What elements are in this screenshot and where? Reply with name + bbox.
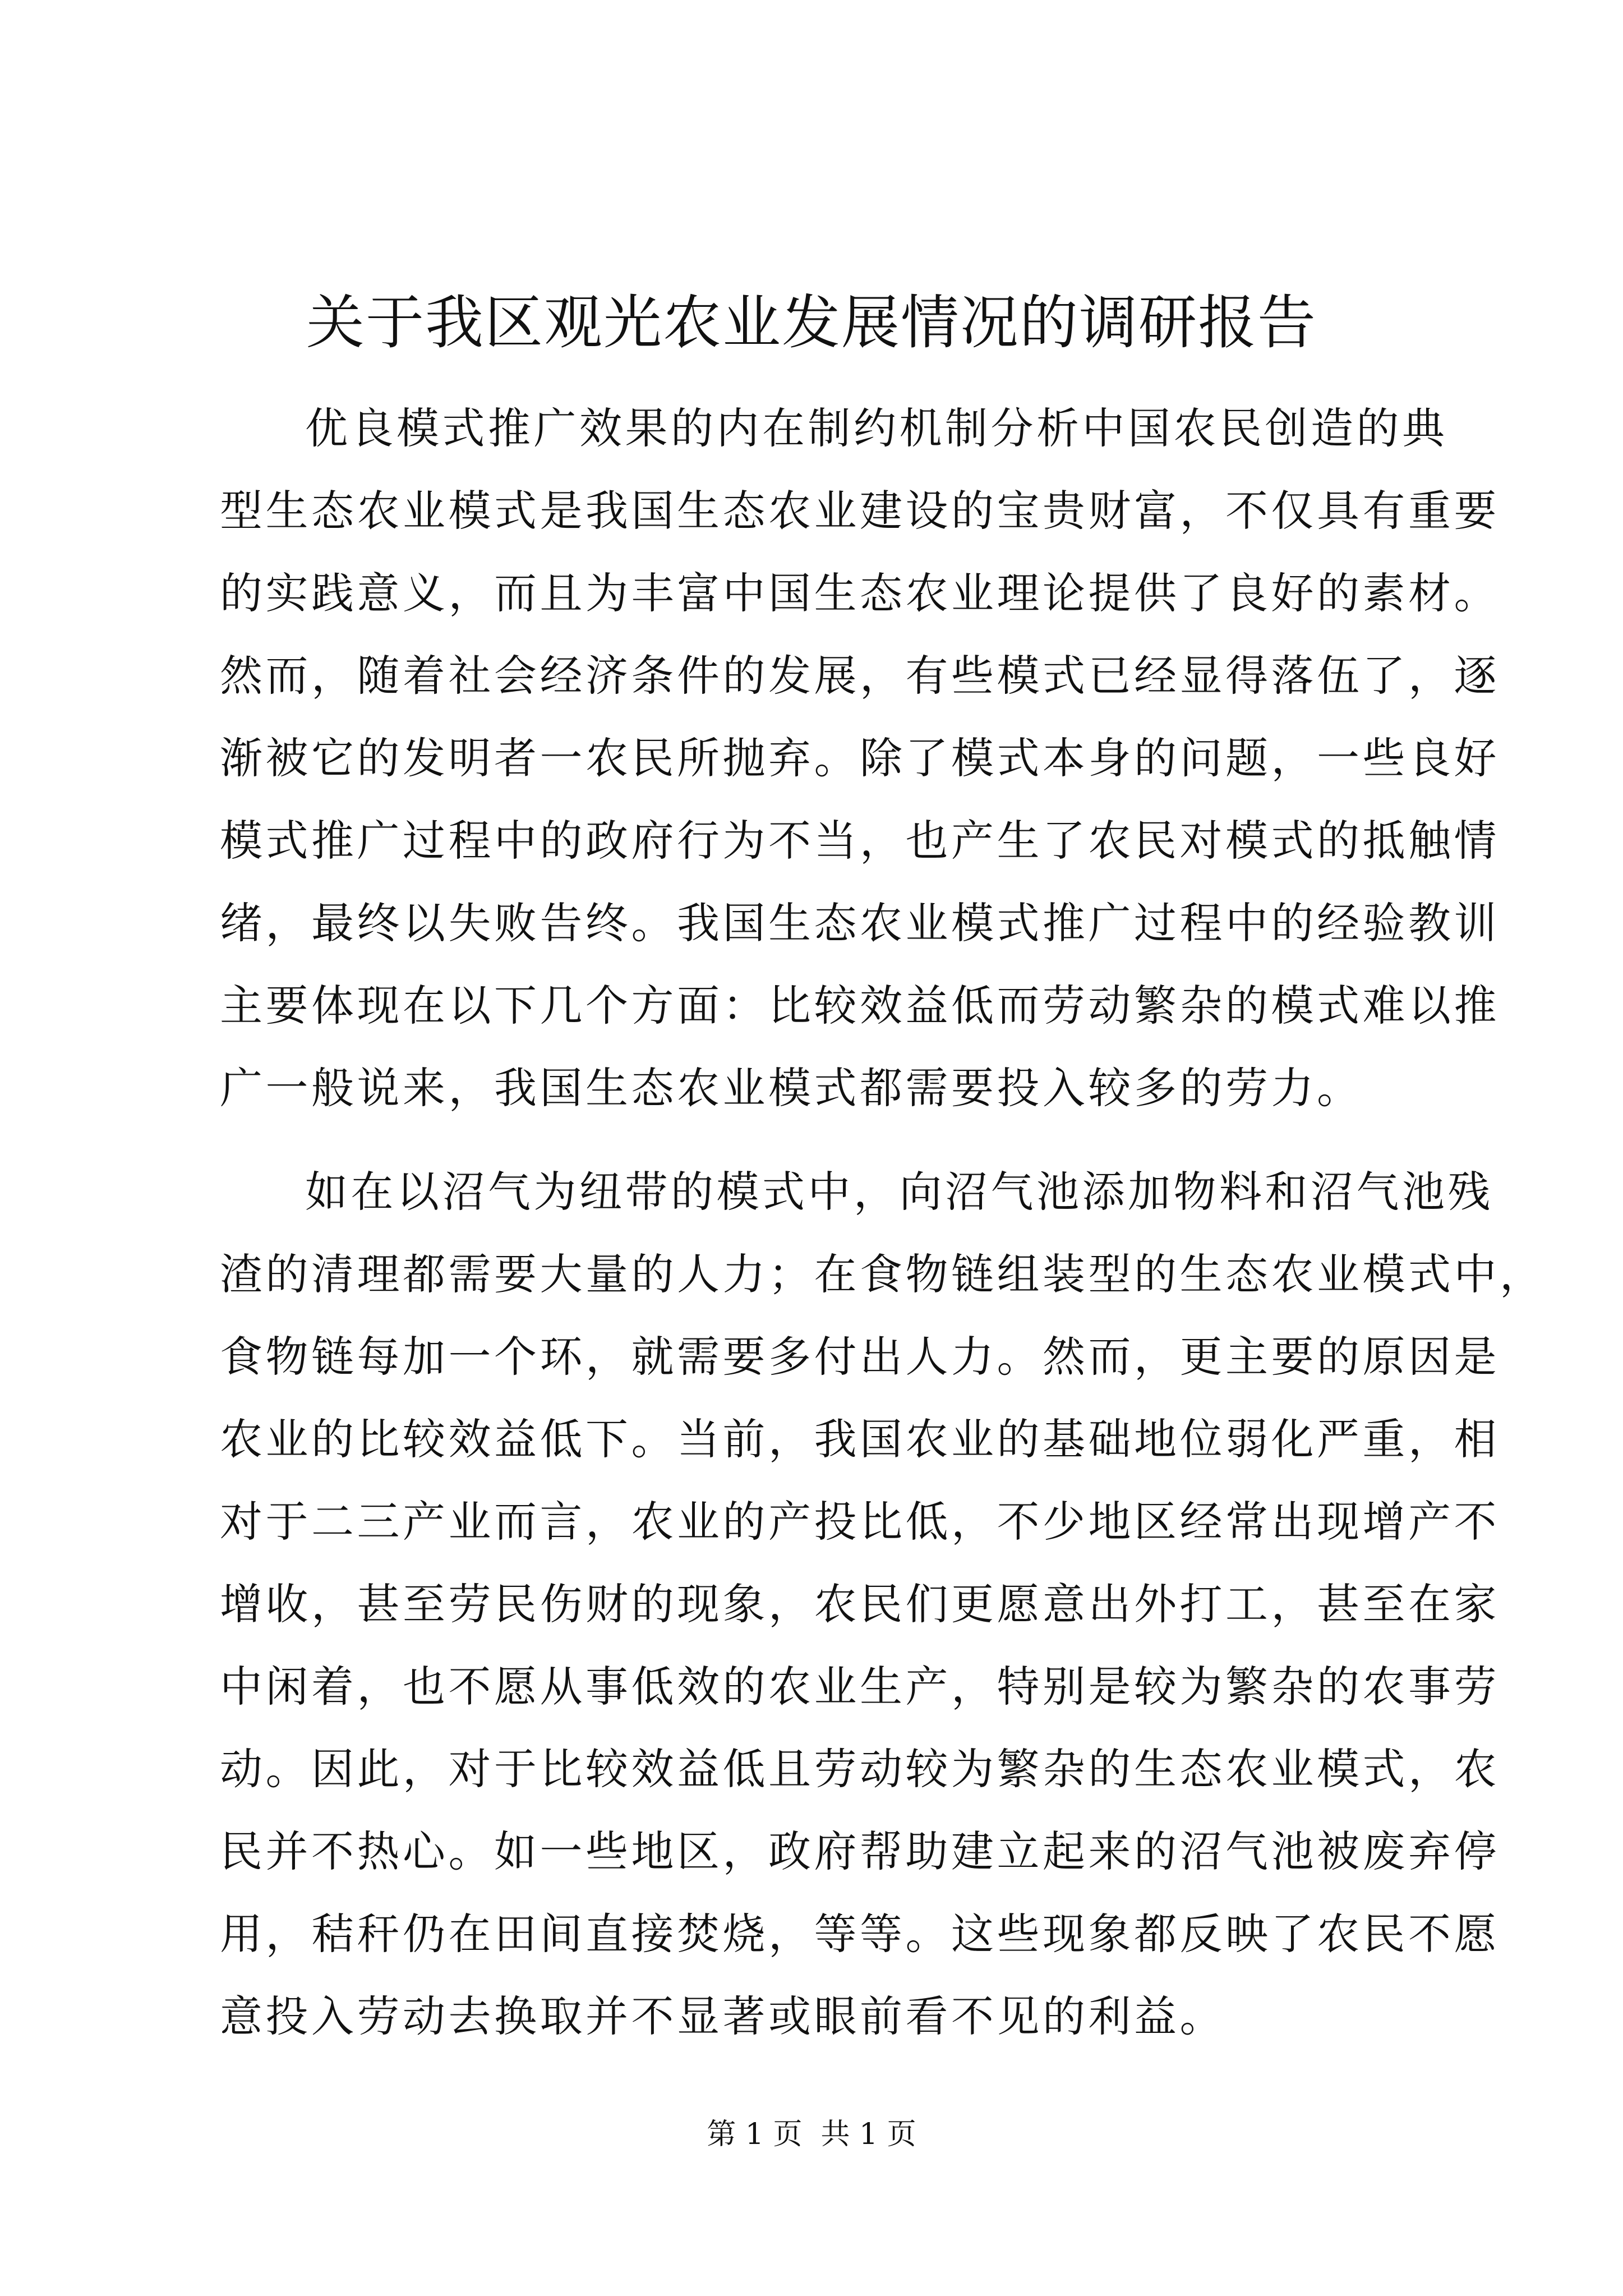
paragraph-line: 对于二三产业而言，农业的产投比低，不少地区经常出现增产不	[220, 1497, 1500, 1547]
paragraph-2	[220, 1151, 1546, 2058]
paragraph-line: 如在以沼气为纽带的模式中，向沼气池添加物料和沼气池残	[305, 1167, 1493, 1217]
paragraph-line: 的实践意义，而且为丰富中国生态农业理论提供了良好的素材。	[220, 568, 1500, 618]
paragraph-line: 然而，随着社会经济条件的发展，有些模式已经显得落伍了，逐	[220, 651, 1500, 701]
paragraph-line: 渣的清理都需要大量的人力；在食物链组装型的生态农业模式中，	[220, 1249, 1546, 1299]
paragraph-line: 增收，甚至劳民伤财的现象，农民们更愿意出外打工，甚至在家	[220, 1579, 1500, 1629]
paragraph-line: 民并不热心。如一些地区，政府帮助建立起来的沼气池被废弃停	[220, 1826, 1500, 1876]
paragraph-line: 主要体现在以下几个方面：比较效益低而劳动繁杂的模式难以推	[220, 981, 1500, 1030]
paragraph-line: 优良模式推广效果的内在制约机制分析中国农民创造的典	[305, 403, 1448, 453]
paragraph-line: 渐被它的发明者一农民所抛弃。除了模式本身的问题，一些良好	[220, 733, 1500, 783]
paragraph-line: 农业的比较效益低下。当前，我国农业的基础地位弱化严重，相	[220, 1414, 1500, 1464]
paragraph-line: 绪，最终以失败告终。我国生态农业模式推广过程中的经验教训	[220, 898, 1500, 948]
paragraph-line: 用，秸秆仍在田间直接焚烧，等等。这些现象都反映了农民不愿	[220, 1909, 1500, 1959]
document-body	[220, 387, 1546, 2058]
paragraph-line: 动。因此，对于比较效益低且劳动较为繁杂的生态农业模式，农	[220, 1744, 1500, 1794]
paragraph-line: 型生态农业模式是我国生态农业建设的宝贵财富，不仅具有重要	[220, 486, 1500, 536]
paragraph-line: 中闲着，也不愿从事低效的农业生产，特别是较为繁杂的农事劳	[220, 1662, 1500, 1711]
paragraph-spacer	[220, 1129, 1409, 1151]
paragraph-line: 广一般说来，我国生态农业模式都需要投入较多的劳力。	[220, 1063, 1363, 1113]
page-footer: 第 1 页 共 1 页	[707, 2118, 916, 2151]
document-title: 关于我区观光农业发展情况的调研报告	[306, 288, 1317, 357]
paragraph-line: 意投入劳动去换取并不显著或眼前看不见的利益。	[220, 1991, 1225, 2041]
paragraph-line: 模式推广过程中的政府行为不当，也产生了农民对模式的抵触情	[220, 816, 1500, 866]
paragraph-1	[220, 387, 1500, 1129]
paragraph-line: 食物链每加一个环，就需要多付出人力。然而，更主要的原因是	[220, 1332, 1500, 1382]
